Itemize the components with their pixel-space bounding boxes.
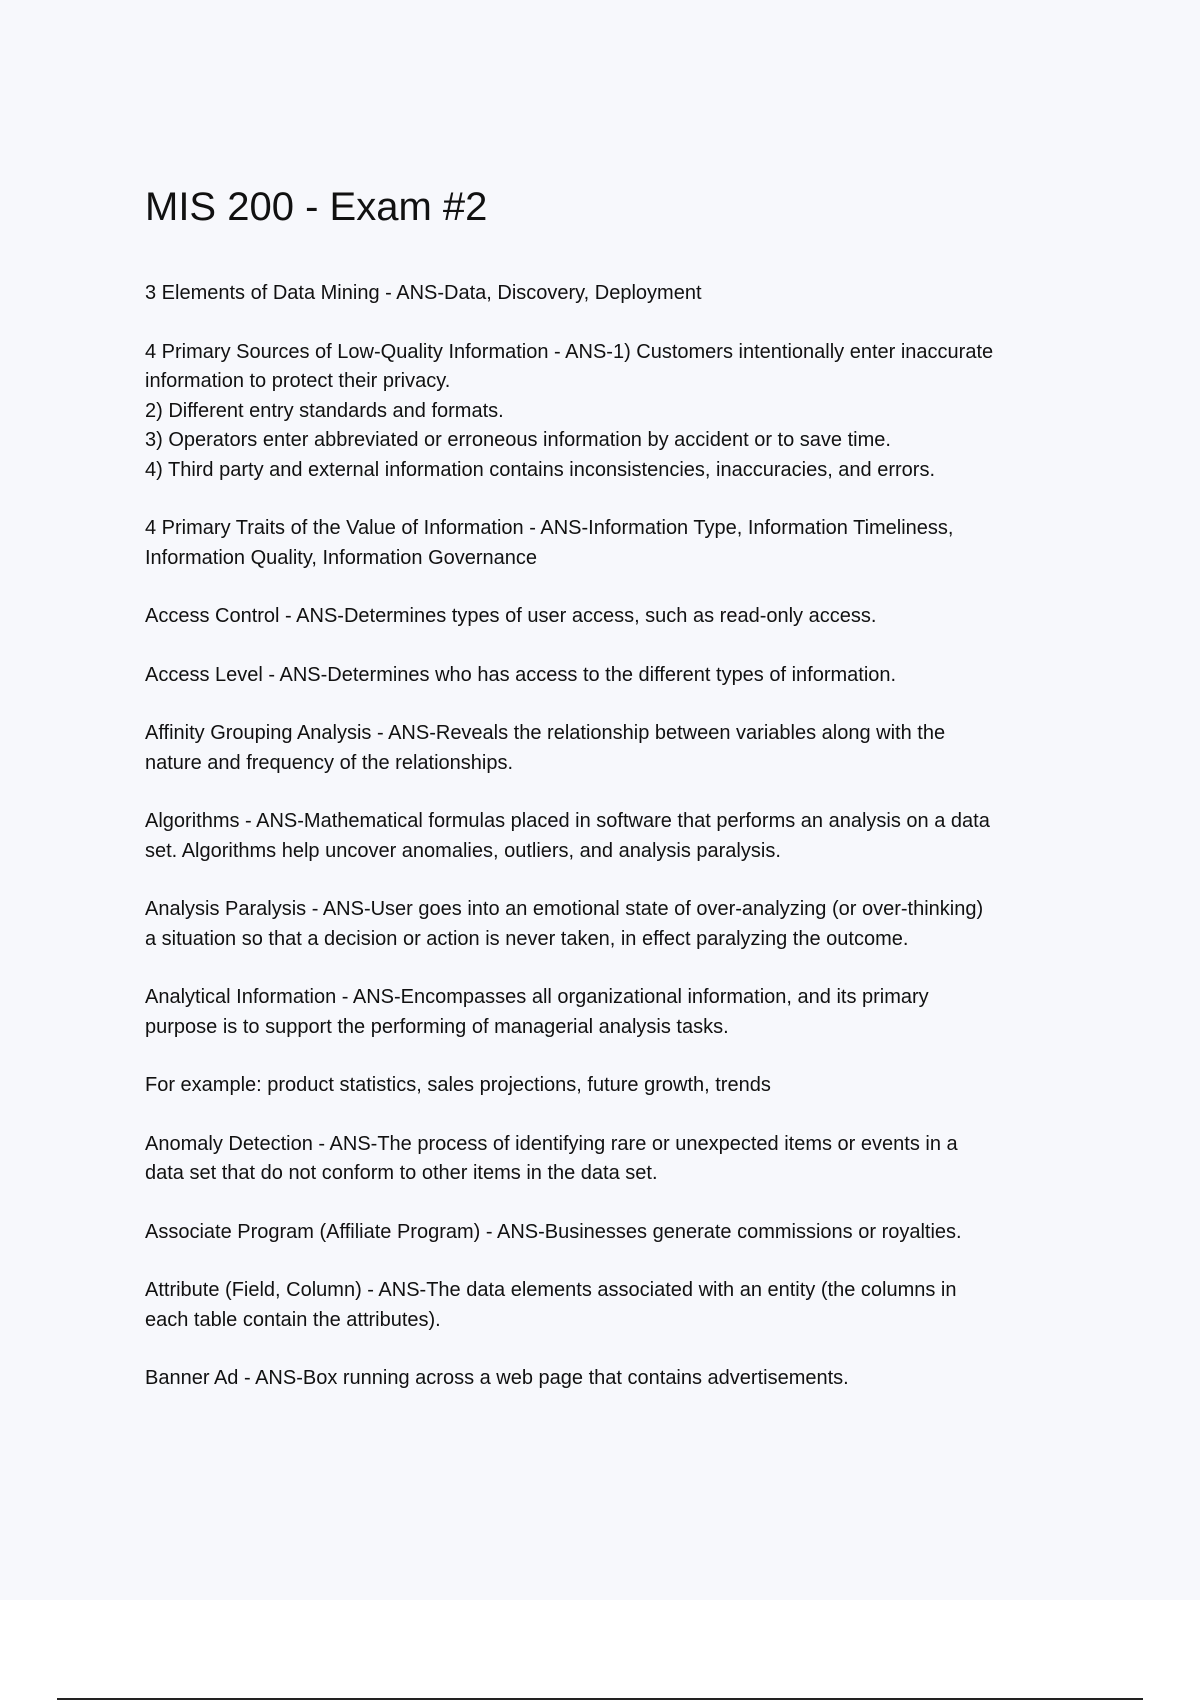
glossary-entry (145, 514, 1105, 573)
entry-text-line: a situation so that a decision or action is never taken, in effect paralyzing the outcome. (145, 927, 909, 950)
glossary-entry (145, 338, 1105, 486)
entry-text-line: Banner Ad - ANS-Box running across a web page that contains advertisements. (145, 1367, 849, 1389)
glossary-entry (145, 1130, 1105, 1189)
glossary-entry (145, 1276, 1105, 1335)
glossary-entry (145, 279, 1105, 309)
entry-text-line: Associate Program (Affiliate Program) - ANS-Businesses generate commissions or royalties. (145, 1220, 962, 1243)
entry-text-line: Access Control - ANS-Determines types of user access, such as read-only access. (145, 605, 877, 627)
entry-text-line: 4) Third party and external information contains inconsistencies, inaccuracies, and errors. (145, 458, 936, 481)
entry-text-line: set. Algorithms help uncover anomalies, outliers, and analysis paralysis. (145, 839, 781, 862)
glossary-entry (145, 1071, 1105, 1101)
entry-text-line: Affinity Grouping Analysis - ANS-Reveals the relationship between variables along with the (145, 722, 946, 744)
entry-text-line: information to protect their privacy. (145, 370, 451, 392)
glossary-entry (145, 719, 1105, 778)
entry-text-line: 4 Primary Traits of the Value of Information - ANS-Information Type, Information Timeliness, (145, 517, 954, 539)
entry-text-line: Information Quality, Information Governance (145, 546, 538, 569)
entry-text-line: Anomaly Detection - ANS-The process of identifying rare or unexpected items or events in a (145, 1132, 958, 1155)
glossary-entry (145, 807, 1105, 866)
entry-text-line: 3 Elements of Data Mining - ANS-Data, Discovery, Deployment (145, 282, 702, 304)
glossary-entry (145, 602, 1105, 632)
glossary-entry (145, 1218, 1105, 1248)
entry-text-line: nature and frequency of the relationships. (145, 751, 514, 774)
entry-text-line: Attribute (Field, Column) - ANS-The data elements associated with an entity (the columns in (145, 1279, 957, 1301)
page-title: MIS 200 - Exam #2 (145, 185, 488, 229)
entry-text-line: each table contain the attributes). (145, 1308, 441, 1331)
glossary-entry (145, 983, 1105, 1042)
glossary-entry (145, 1364, 1105, 1394)
entry-text-line: 3) Operators enter abbreviated or erroneous information by accident or to save time. (145, 429, 891, 451)
entry-text-line: Analysis Paralysis - ANS-User goes into an emotional state of over-analyzing (or over-thinking) (145, 898, 984, 920)
glossary-entry (145, 895, 1105, 954)
entry-text-line: purpose is to support the performing of managerial analysis tasks. (145, 1015, 729, 1038)
entry-text-line: 4 Primary Sources of Low-Quality Information - ANS-1) Customers intentionally enter inaccurate (145, 340, 994, 363)
entry-text-line: Analytical Information - ANS-Encompasses all organizational information, and its primary (145, 986, 929, 1008)
entry-text-line: Algorithms - ANS-Mathematical formulas placed in software that performs an analysis on a data (145, 810, 990, 832)
entry-text-line: For example: product statistics, sales projections, future growth, trends (145, 1074, 771, 1096)
entry-text-line: data set that do not conform to other items in the data set. (145, 1162, 658, 1184)
entry-text-line: 2) Different entry standards and formats. (145, 399, 504, 422)
glossary-entries (145, 279, 1105, 1423)
entry-text-line: Access Level - ANS-Determines who has access to the different types of information. (145, 663, 897, 686)
glossary-entry (145, 661, 1105, 691)
